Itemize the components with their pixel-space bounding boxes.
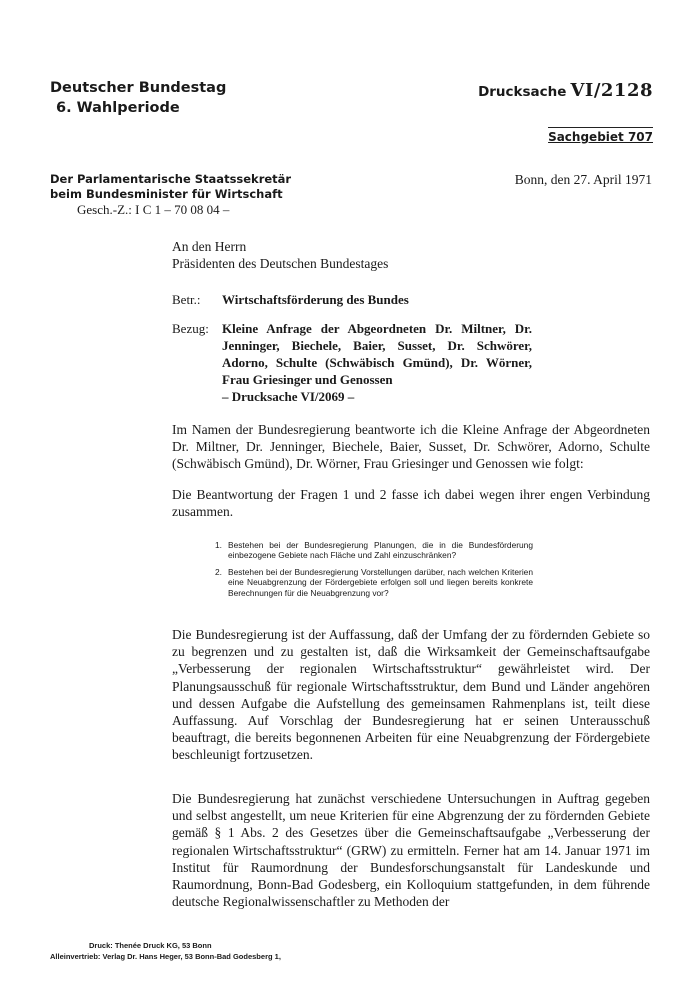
letter-date: Bonn, den 27. April 1971 (514, 172, 652, 187)
addressee-block (172, 238, 388, 272)
body-paragraph-2: Die Beantwortung der Fragen 1 und 2 fasse ich dabei wegen ihrer engen Verbindung zusammen. (172, 487, 650, 520)
drucksache-number (478, 80, 653, 101)
sachgebiet-label: Sachgebiet 707 (548, 130, 653, 144)
questions-list (215, 540, 533, 604)
sender-block (50, 172, 291, 217)
question-item (215, 540, 533, 561)
reference-value: Kleine Anfrage der Abgeordneten Dr. Miltner, Dr. Jenninger, Biechele, Baier, Susset, Dr. Schwörer, Adorno, Schulte (Schwäbisch Gmünd), Dr. Wörner, Frau Griesinger und Genossen (222, 321, 532, 387)
subject-value: Wirtschaftsförderung des Bundes (222, 292, 409, 307)
reference-document: – Drucksache VI/2069 – (222, 389, 355, 404)
sachgebiet-box (548, 127, 653, 144)
addressee-line-1: An den Herrn (172, 239, 247, 254)
question-number: 1. (215, 540, 222, 550)
legislative-period: 6. Wahlperiode (56, 100, 180, 116)
question-number: 2. (215, 566, 222, 577)
footer-distributor: Alleinvertrieb: Verlag Dr. Hans Heger, 53 Bonn-Bad Godesberg 1, (50, 952, 281, 961)
drucksache-label: Drucksache (478, 84, 567, 100)
reference-number: Gesch.-Z.: I C 1 – 70 08 04 – (77, 202, 230, 217)
subject-label: Betr.: (172, 292, 201, 307)
body-paragraph-4: Die Bundesregierung hat zunächst verschiedene Untersuchungen in Auftrag gegeben und selbst angestellt, um neue Kriterien für eine Abgrenzung der zu fördernden Gebiete gemäß § 1 Abs. 2 des Gesetzes über die Gemeinschaftsaufgabe „Verbesserung der regionalen Wirtschaftsstruktur“ (GRW) zu ermitteln. Ferner hat am 14. Januar 1971 im Institut für Raumordnung der Bundesforschungsanstalt für Landeskunde und Raumordnung, Bonn-Bad Godesberg, ein Kolloquium stattgefunden, in dem führende deutsche Regionalwissenschaftler zu Methoden der (172, 791, 650, 910)
sender-line-2: beim Bundesminister für Wirtschaft (50, 187, 283, 201)
reference-label: Bezug: (172, 321, 209, 336)
question-text: Bestehen bei der Bundesregierung Planungen, die in die Bundesförderung einbezogene Gebiete nach Fläche und Zahl einzuschränken? (228, 540, 533, 561)
subject-line (172, 292, 409, 308)
printer-footer (50, 940, 281, 962)
sender-line-1: Der Parlamentarische Staatssekretär (50, 172, 292, 186)
body-paragraph-3: Die Bundesregierung ist der Auffassung, daß der Umfang der zu fördernden Gebiete so zu begrenzen und zu gestalten ist, daß die Wirksamkeit der Gemeinschaftsaufgabe „Verbesserung der regionalen Wirtschaftsstruktur“ gewährleistet wird. Der Planungsausschuß für regionale Wirtschaftsstruktur, dem Bund und Länder angehören und dessen Aufgabe die Aufstellung des gemeinsamen Rahmenplans ist, teilt diese Auffassung. Auf Vorschlag der Bundesregierung hat er seinen Unterausschuß beauftragt, die bereits begonnenen Arbeiten für eine Neuabgrenzung der Fördergebiete beschleunigt fortzusetzen. (172, 627, 650, 763)
addressee-line-2: Präsidenten des Deutschen Bundestages (172, 256, 389, 271)
question-text: Bestehen bei der Bundesregierung Vorstellungen darüber, nach welchen Kriterien eine Neuabgrenzung der Fördergebiete erfolgen soll und liegen bereits konkrete Berechnungen für die Neuabgrenzung vor? (228, 566, 533, 598)
drucksache-value: VI/2128 (570, 80, 653, 101)
question-item (215, 567, 533, 598)
body-paragraph-1: Im Namen der Bundesregierung beantworte ich die Kleine Anfrage der Abgeordneten Dr. Miltner, Dr. Jenninger, Biechele, Baier, Susset, Dr. Schwörer, Adorno, Schulte (Schwäbisch Gmünd), Dr. Wörner, Frau Griesinger und Genossen wie folgt: (172, 422, 650, 472)
footer-printer: Druck: Thenée Druck KG, 53 Bonn (89, 941, 212, 950)
institution-name: Deutscher Bundestag (50, 80, 227, 96)
reference-block (172, 320, 532, 405)
parliament-header (50, 78, 226, 118)
